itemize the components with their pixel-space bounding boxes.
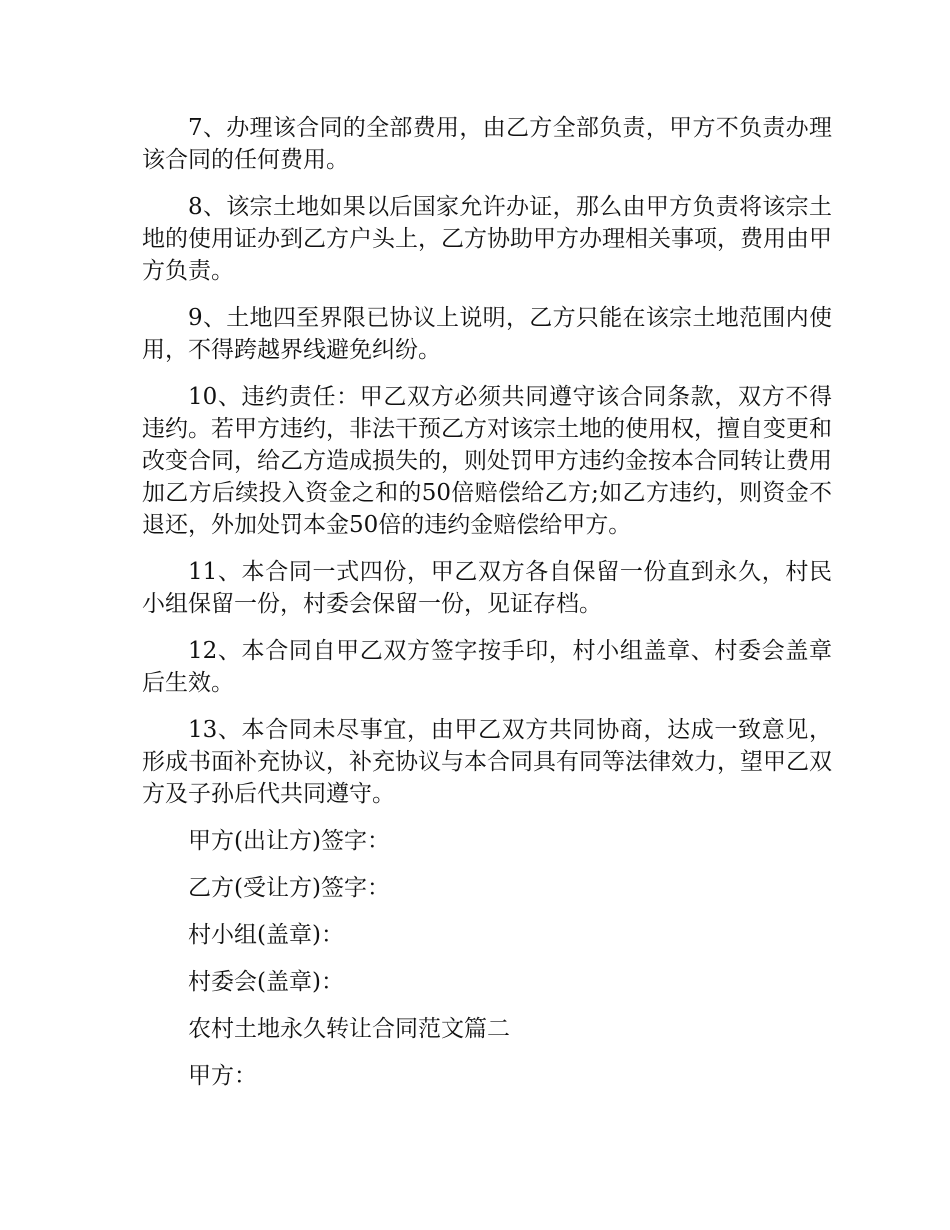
- party-a-signature-line: 甲方(出让方)签字：: [188, 828, 390, 854]
- next-section-title: 农村土地永久转让合同范文篇二: [188, 1016, 510, 1042]
- clause-8: 8、该宗土地如果以后国家允许办证，那么由甲方负责将该宗土地的使用证办到乙方户头上，乙方协助甲方办理相关事项，费用由甲方负责。: [142, 194, 832, 284]
- clause-10: 10、违约责任：甲乙双方必须共同遵守该合同条款，双方不得违约。若甲方违约，非法干预乙方对该宗土地的使用权，擅自变更和改变合同，给乙方造成损失的，则处罚甲方违约金按本合同转让费用加乙方后续投入资金之和的50倍赔偿给乙方;如乙方违约，则资金不退还，外加处罚本金50倍的违约金赔偿给甲方。: [142, 384, 832, 538]
- clause-9: 9、土地四至界限已协议上说明，乙方只能在该宗土地范围内使用，不得跨越界线避免纠纷。: [142, 305, 832, 363]
- clause-13: 13、本合同未尽事宜，由甲乙双方共同协商，达成一致意见，形成书面补充协议，补充协议与本合同具有同等法律效力，望甲乙双方及子孙后代共同遵守。: [142, 717, 832, 807]
- village-group-seal-line: 村小组(盖章)：: [188, 922, 344, 948]
- next-party-a-line: 甲方：: [188, 1063, 257, 1089]
- document-page: [142, 112, 832, 1107]
- clause-7: 7、办理该合同的全部费用，由乙方全部负责，甲方不负责办理该合同的任何费用。: [142, 115, 832, 173]
- party-b-signature-line: 乙方(受让方)签字：: [188, 875, 390, 901]
- clause-12: 12、本合同自甲乙双方签字按手印，村小组盖章、村委会盖章后生效。: [142, 638, 832, 696]
- village-committee-seal-line: 村委会(盖章)：: [188, 969, 344, 995]
- clause-11: 11、本合同一式四份，甲乙双方各自保留一份直到永久，村民小组保留一份，村委会保留一份，见证存档。: [142, 559, 832, 617]
